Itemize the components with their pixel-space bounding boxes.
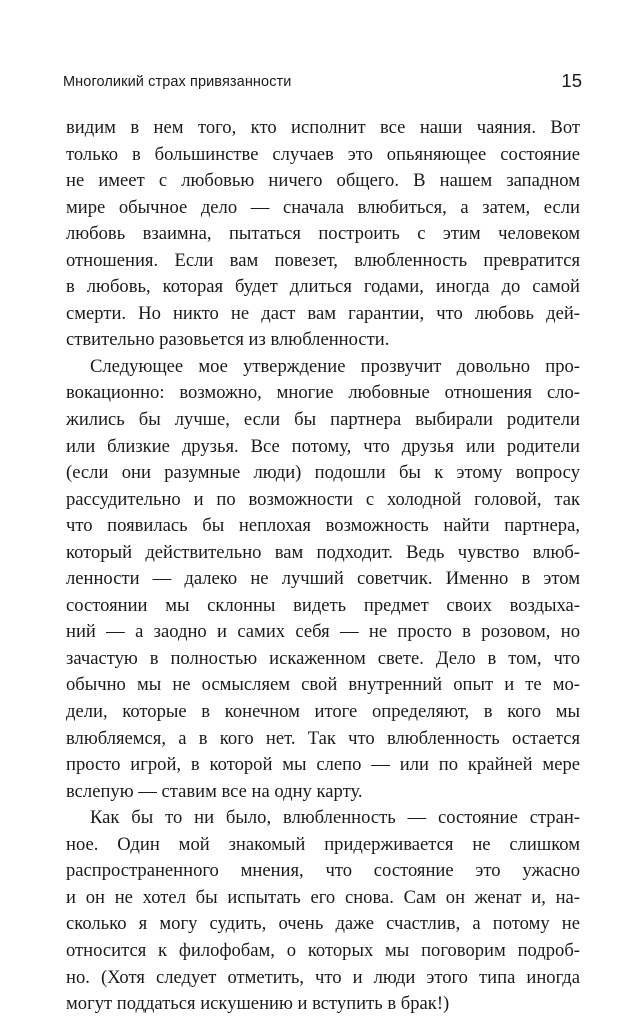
running-title: Многоликий страх привязанности [63,74,292,90]
text-line: в любовь, которая будет длиться годами, иногда до самой [66,276,580,298]
text-line: ствительно разовьется из влюбленности. [66,329,390,351]
text-line: ленности — далеко не лучший советчик. Именно в этом [66,568,580,590]
text-line: что появилась бы неплохая возможность найти партнера, [66,515,580,537]
text-line: жились бы лучше, если бы партнера выбирали родители [66,409,580,431]
text-line: мире обычное дело — сначала влюбиться, а затем, если [66,196,580,218]
text-line: влюбляемся, а в кого нет. Так что влюбленность остается [66,727,580,749]
text-line: (если они разумные люди) подошли бы к этому вопросу [66,462,580,484]
text-line: вслепую — ставим все на одну карту. [66,780,363,802]
text-line: Как бы то ни было, влюбленность — состояние стран- [90,807,580,829]
text-line: сколько я могу судить, очень даже счастлив, а потому не [66,913,580,935]
text-line: или близкие друзья. Все потому, что друзья или родители [66,435,580,457]
text-line: могут поддаться искушению и вступить в брак!) [66,993,450,1015]
text-line: обычно мы не осмысляем свой внутренний опыт и те мо- [66,674,580,696]
text-line: но. (Хотя следует отметить, что и люди этого типа иногда [66,966,580,988]
text-line: дели, которые в конечном итоге определяют, в кого мы [66,701,580,723]
text-line: смерти. Но никто не даст вам гарантии, что любовь дей- [66,302,580,324]
text-line: не имеет с любовью ничего общего. В нашем западном [66,170,580,192]
text-line: отношения. Если вам повезет, влюбленность превратится [66,249,580,271]
text-line: и он не хотел бы испытать его снова. Сам он женат и, на- [66,886,580,908]
text-line: Следующее мое утверждение прозвучит довольно про- [90,355,580,377]
text-line: относится к филофобам, о которых мы поговорим подроб- [66,939,580,961]
text-line: ний — а заодно и самих себя — не просто в розовом, но [66,621,580,643]
page-number: 15 [561,70,582,91]
text-line: вокационно: возможно, многие любовные отношения сло- [66,382,580,404]
text-line: видим в нем того, кто исполнит все наши чаяния. Вот [66,117,580,138]
text-line: распространенного мнения, что состояние это ужасно [66,860,580,882]
text-line: ное. Один мой знакомый придерживается не слишком [66,833,580,855]
text-line: просто игрой, в которой мы слепо — или по крайней мере [66,754,580,776]
text-line: рассудительно и по возможности с холодной головой, так [66,488,580,510]
text-line: любовь взаимна, пытаться построить с этим человеком [66,223,580,245]
body-text [66,115,580,1018]
text-line: состоянии мы склонны видеть предмет своих воздыха- [66,594,580,616]
text-line: только в большинстве случаев это опьяняющее состояние [66,143,580,165]
text-line: зачастую в полностью искаженном свете. Дело в том, что [66,647,580,669]
text-line: который действительно вам подходит. Ведь чувство влюб- [66,541,580,563]
